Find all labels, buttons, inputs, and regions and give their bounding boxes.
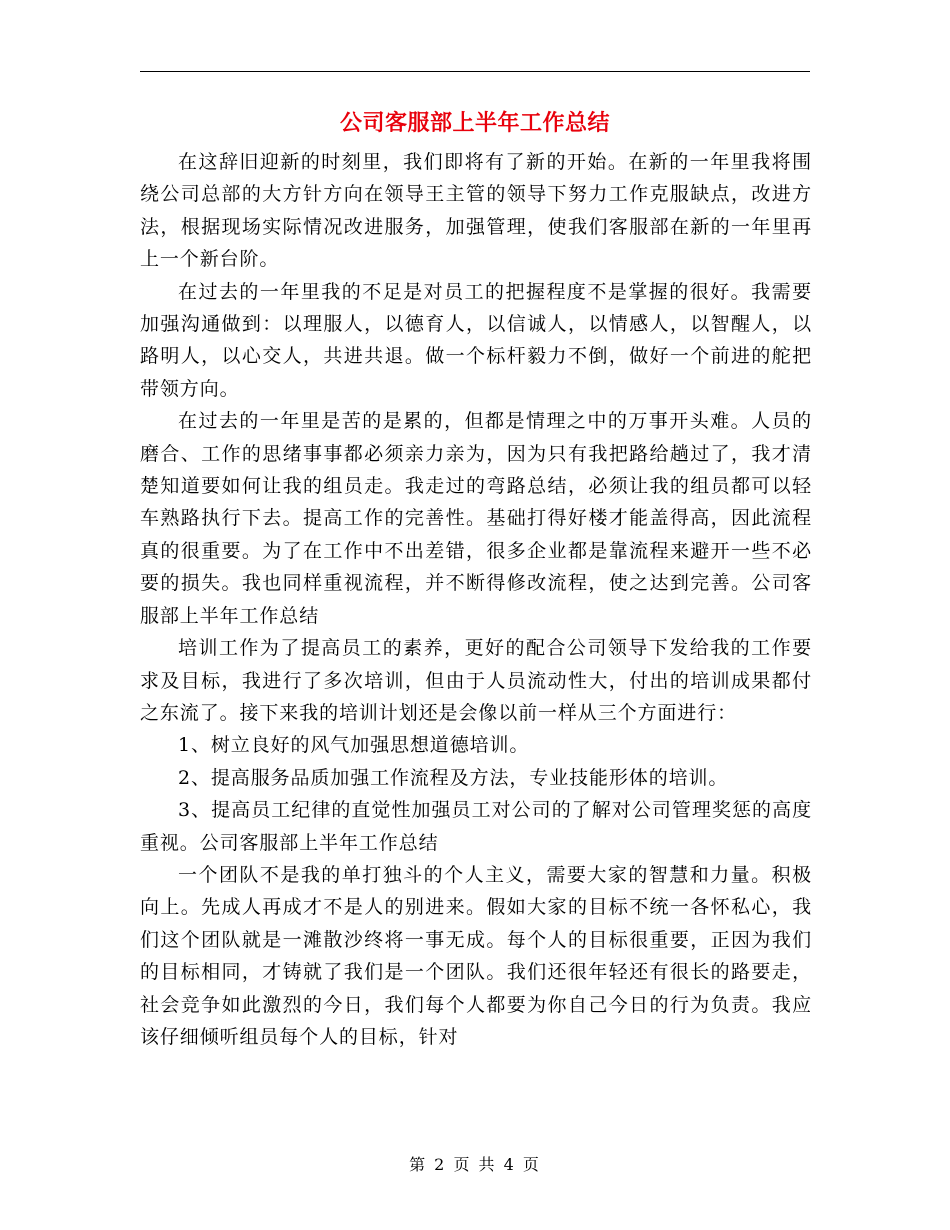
paragraph-4: 培训工作为了提高员工的素养，更好的配合公司领导下发给我的工作要求及目标，我进行了多次培训，但由于人员流动性大，付出的培训成果都付之东流了。接下来我的培训计划还是会像以前一样从三个方面进行： <box>140 637 812 724</box>
paragraph-2: 在过去的一年里我的不足是对员工的把握程度不是掌握的很好。我需要加强沟通做到：以理服人，以德育人，以信诚人，以情感人，以智醒人，以路明人，以心交人，共进共退。做一个标杆毅力不倒，做好一个前进的舵把带领方向。 <box>140 280 812 400</box>
paragraph-1: 在这辞旧迎新的时刻里，我们即将有了新的开始。在新的一年里我将围绕公司总部的大方针方向在领导王主管的领导下努力工作克服缺点，改进方法，根据现场实际情况改进服务，加强管理，使我们客服部在新的一年里再上一个新台阶。 <box>140 151 812 271</box>
list-item-1: 1、树立良好的风气加强思想道德培训。 <box>178 734 530 757</box>
header-rule <box>140 71 810 72</box>
paragraph-5: 一个团队不是我的单打独斗的个人主义，需要大家的智慧和力量。积极向上。先成人再成才不是人的别进来。假如大家的目标不统一各怀私心，我们这个团队就是一滩散沙终将一事无成。每个人的目标很重要，正因为我们的目标相同，才铸就了我们是一个团队。我们还很年轻还有很长的路要走，社会竞争如此激烈的今日，我们每个人都要为你自己今日的行为负责。我应该仔细倾听组员每个人的目标，针对 <box>140 863 812 1048</box>
paragraph-3: 在过去的一年里是苦的是累的，但都是情理之中的万事开头难。人员的磨合、工作的思绪事事都必须亲力亲为，因为只有我把路给趟过了，我才清楚知道要如何让我的组员走。我走过的弯路总结，必须让我的组员都可以轻车熟路执行下去。提高工作的完善性。基础打得好楼才能盖得高，因此流程真的很重要。为了在工作中不出差错，很多企业都是靠流程来避开一些不必要的损失。我也同样重视流程，并不断得修改流程，使之达到完善。公司客服部上半年工作总结 <box>140 410 812 627</box>
page-number: 第 2 页 共 4 页 <box>409 1155 541 1174</box>
list-item-3: 3、提高员工纪律的直觉性加强员工对公司的了解对公司管理奖惩的高度重视。公司客服部上半年工作总结 <box>140 799 812 854</box>
list-item-2: 2、提高服务品质加强工作流程及方法，专业技能形体的培训。 <box>178 766 729 789</box>
document-title: 公司客服部上半年工作总结 <box>339 110 610 136</box>
document-body <box>140 146 812 1053</box>
